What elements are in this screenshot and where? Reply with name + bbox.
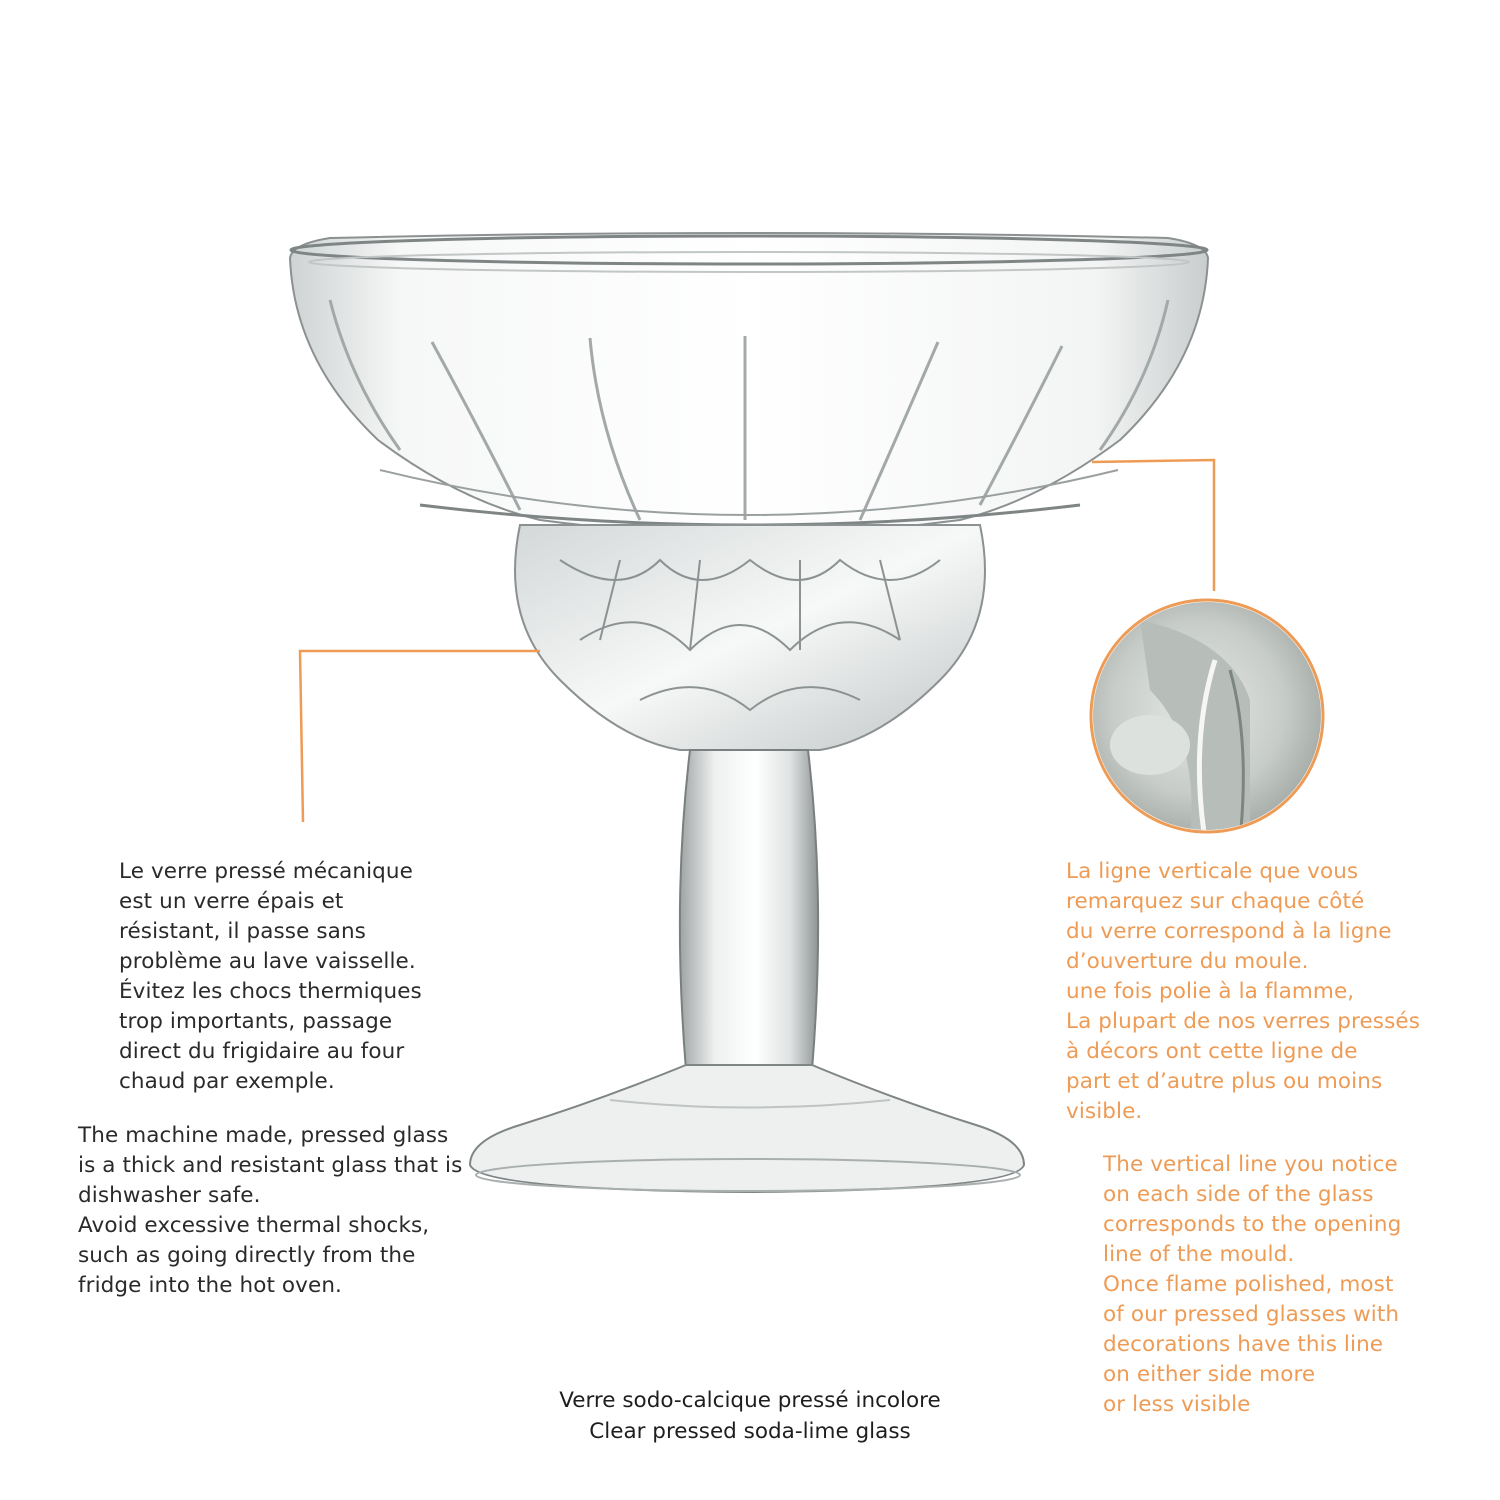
french-durability-note: Le verre pressé mécanique est un verre épais et résistant, il passe sans problème au lave vaisselle. Évitez les chocs thermiques trop importants, passage direct du frigidaire au four chaud par exemple. — [119, 859, 422, 1094]
material-caption — [450, 1385, 1050, 1447]
french-mould-line-note: La ligne verticale que vous remarquez sur chaque côté du verre correspond à la ligne d’ouverture du moule. une fois polie à la flamme, La plupart de nos verres pressés à décors ont cette ligne de part et d’autre plus ou moins visible. — [1066, 859, 1421, 1124]
left-callout-line — [300, 651, 540, 822]
right-callout-line — [1092, 460, 1214, 591]
english-durability-note: The machine made, pressed glass is a thick and resistant glass that is dishwasher safe. Avoid excessive thermal shocks, such as going directly from the fridge into the hot oven. — [78, 1123, 463, 1298]
english-mould-line-note: The vertical line you notice on each side of the glass corresponds to the opening line of the mould. Once flame polished, most of our pressed glasses with decorations have this line on either side more or less visible — [1103, 1152, 1402, 1417]
material-caption-french: Verre sodo-calcique pressé incolore — [559, 1388, 941, 1413]
mould-line-zoom-photo — [1090, 600, 1330, 840]
material-caption-english: Clear pressed soda-lime glass — [589, 1419, 911, 1444]
